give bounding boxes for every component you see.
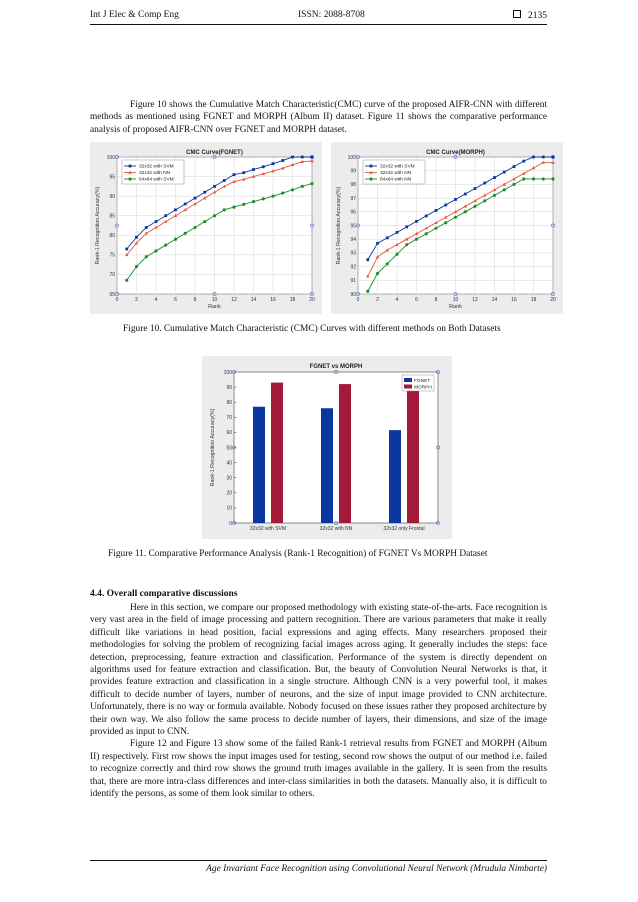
data-point: [503, 188, 506, 191]
y-tick-label: 93: [350, 250, 356, 257]
x-tick-label: 32x32 with NN: [319, 526, 353, 532]
y-tick-label: 95: [350, 223, 356, 230]
y-tick-label: 90: [226, 384, 232, 391]
section-paragraph-2: Figure 12 and Figure 13 show some of the failed Rank-1 retrieval results from FGNET and MORPH (Album II) respectively. First row shows the input images used for testing, second row shows the output of our method i.e. failed to recognize correctly and third row shows the ground truth images available in the gallery. It is seen from the results that, there are more intra-class differences and inter-class similarities in both the datasets. Manually also, it is difficult to identify the persons, as some of them look similar to others.: [90, 739, 547, 800]
cmc-fgnet-chart-panel: [90, 142, 322, 314]
data-point: [464, 210, 467, 213]
data-point: [434, 227, 437, 230]
x-tick-label: 12: [472, 297, 478, 303]
data-point: [301, 156, 304, 159]
data-point: [405, 243, 408, 246]
x-tick-label: 16: [270, 297, 276, 303]
y-tick-label: 30: [226, 475, 232, 482]
data-point: [164, 243, 167, 246]
y-tick-label: 90: [109, 193, 115, 200]
data-point: [135, 265, 138, 268]
data-point: [454, 216, 457, 219]
x-tick-label: 32x32 with SVM: [249, 526, 287, 532]
y-axis-label: Rank-1 Recognition Accuracy(%): [336, 186, 342, 265]
issn: ISSN: 2088-8708: [298, 10, 365, 20]
footer-title: Age Invariant Face Recognition using Convolutional Neural Network (Mrudula Nimbarte): [206, 864, 547, 874]
x-axis-label: Rank: [449, 304, 462, 310]
section-paragraph-1: Here in this section, we compare our proposed methodology with existing state-of-the-arts. Face recognition is very vast area in the field of image processing and pattern recognition. There are various parameters that make it really difficult like variations in head position, facial expressions and aging effects. Many researchers proposed their methodologies for solving the problem of recognizing facial images across aging. It generally includes the steps: face detection, preprocessing, feature extraction and classification. Performance of the system is directly dependent on algorithms used for feature extraction and classification. But, the beauty of Convolution Neural Networks is that, it provides feature extraction and classification in a single structure. Although CNN is a very powerful tool, it makes difficult to decide number of layers, number of neurons, and the size of input image provided to CNN architecture. Unfortunately, there is no way or formula available. Nobody focused on these issues rather they proposed architecture by their own way. We also follow the same process to decide number of layers, their dimensions, and size of the image provided as input to CNN.: [90, 603, 547, 738]
data-point: [551, 177, 554, 180]
data-point: [291, 156, 294, 159]
data-point: [405, 225, 408, 228]
y-axis-label: Rank-1 Recognition Accuracy(%): [95, 186, 101, 265]
chart-title: FGNET vs MORPH: [309, 364, 363, 370]
y-tick-label: 0: [229, 520, 232, 527]
bar-fgnet: [321, 408, 333, 523]
x-tick-label: 14: [250, 297, 257, 303]
legend-label: MORPH: [414, 385, 432, 391]
data-point: [464, 193, 467, 196]
data-point: [396, 231, 399, 234]
bar-fgnet: [389, 430, 401, 523]
legend-swatch: [404, 378, 412, 382]
legend-label: 64x64 with NN: [380, 177, 412, 183]
data-point: [242, 171, 245, 174]
fgnet-vs-morph-chart: [202, 356, 452, 539]
data-point: [513, 165, 516, 168]
data-point: [271, 195, 274, 198]
x-tick-label: 20: [550, 297, 556, 303]
data-point: [311, 156, 314, 159]
data-point: [512, 183, 515, 186]
x-tick-label: 4: [395, 297, 399, 303]
data-point: [125, 248, 128, 251]
cmc-morph-chart-panel: [331, 142, 563, 314]
y-tick-label: 70: [109, 272, 115, 279]
cmc-fgnet-chart: [90, 142, 322, 314]
x-tick-label: 8: [434, 297, 438, 303]
data-point: [310, 182, 313, 185]
data-point: [174, 208, 177, 211]
section-heading: 4.4. Overall comparative discussions: [90, 589, 238, 599]
y-tick-label: 65: [109, 291, 115, 298]
data-point: [552, 156, 555, 159]
bar-morph: [339, 384, 351, 523]
x-tick-label: 20: [309, 297, 315, 303]
data-point: [425, 215, 428, 218]
data-point: [532, 177, 535, 180]
data-point: [213, 185, 216, 188]
data-point: [415, 238, 418, 241]
checkbox-square-icon: [513, 10, 521, 18]
y-tick-label: 94: [350, 237, 356, 243]
data-point: [376, 242, 379, 245]
x-tick-label: 4: [154, 297, 158, 303]
x-tick-label: 0: [115, 297, 119, 303]
footer-rule: [90, 860, 547, 861]
page-number: 2135: [528, 11, 547, 21]
data-point: [542, 156, 545, 159]
journal-name: Int J Elec & Comp Eng: [90, 10, 179, 20]
intro-text: Figure 10 shows the Cumulative Match Characteristic(CMC) curve of the proposed AIFR-CNN with different methods as mentioned using FGNET and MORPH (Album II) dataset. Figure 11 shows the comparative performance analysis of proposed AIFR-CNN over FGNET and MORPH dataset.: [90, 100, 547, 135]
figure10-caption: Figure 10. Cumulative Match Characteristic (CMC) Curves with different methods on Both Datasets: [123, 324, 501, 334]
y-tick-label: 96: [350, 209, 356, 216]
legend-marker: [370, 165, 373, 168]
x-tick-label: 14: [491, 297, 498, 303]
data-point: [213, 214, 216, 217]
data-point: [281, 159, 284, 162]
legend-marker: [369, 177, 372, 180]
bar-fgnet: [253, 407, 265, 523]
chart-title: CMC Curve(MORPH): [426, 150, 485, 156]
running-header: [90, 10, 547, 24]
intro-paragraph: [90, 99, 547, 136]
y-tick-label: 70: [226, 415, 232, 422]
data-point: [503, 171, 506, 174]
data-point: [164, 214, 167, 217]
data-point: [493, 194, 496, 197]
legend: [122, 160, 184, 184]
bar-morph: [407, 382, 419, 523]
y-tick-label: 50: [226, 445, 232, 452]
data-point: [454, 198, 457, 201]
y-tick-label: 60: [226, 430, 232, 437]
legend-label: 32x32 with SVM: [380, 164, 415, 170]
data-point: [281, 191, 284, 194]
legend-marker: [129, 165, 132, 168]
y-tick-label: 80: [226, 400, 232, 406]
x-tick-label: 32x32 only Frontal: [383, 526, 425, 532]
data-point: [483, 182, 486, 185]
data-point: [301, 185, 304, 188]
legend: [402, 375, 434, 391]
y-tick-label: 95: [109, 174, 115, 181]
y-tick-label: 85: [109, 213, 115, 220]
y-tick-label: 97: [350, 195, 356, 202]
data-point: [366, 290, 369, 293]
bar-morph: [271, 383, 283, 523]
legend-label: 32x32 with SVM: [139, 164, 174, 170]
data-point: [395, 253, 398, 256]
data-point: [194, 197, 197, 200]
data-point: [366, 258, 369, 261]
data-point: [203, 220, 206, 223]
data-point: [223, 179, 226, 182]
data-point: [425, 232, 428, 235]
x-tick-label: 12: [231, 297, 237, 303]
data-point: [272, 162, 275, 165]
legend-label: FGNET: [414, 378, 431, 384]
data-point: [386, 262, 389, 265]
x-tick-label: 18: [530, 297, 537, 303]
data-point: [203, 191, 206, 194]
legend-swatch: [404, 385, 412, 389]
data-point: [532, 156, 535, 159]
data-point: [291, 188, 294, 191]
data-point: [145, 226, 148, 229]
data-point: [154, 249, 157, 252]
data-point: [376, 272, 379, 275]
header-rule: [90, 24, 547, 25]
data-point: [184, 232, 187, 235]
data-point: [444, 221, 447, 224]
section-body: [90, 602, 547, 801]
data-point: [232, 206, 235, 209]
y-tick-label: 98: [350, 182, 356, 189]
data-point: [473, 205, 476, 208]
fgnet-vs-morph-chart-panel: [202, 356, 452, 539]
data-point: [125, 279, 128, 282]
data-point: [155, 220, 158, 223]
x-tick-label: 2: [135, 297, 138, 303]
y-tick-label: 92: [350, 264, 356, 271]
legend: [363, 160, 425, 184]
y-tick-label: 100: [223, 369, 232, 376]
data-point: [493, 176, 496, 179]
data-point: [522, 160, 525, 163]
data-point: [252, 168, 255, 171]
x-tick-label: 0: [356, 297, 360, 303]
data-point: [415, 220, 418, 223]
y-tick-label: 100: [106, 154, 115, 161]
data-point: [252, 200, 255, 203]
data-point: [174, 238, 177, 241]
data-point: [242, 203, 245, 206]
chart-title: CMC Curve(FGNET): [186, 150, 243, 156]
data-point: [444, 204, 447, 207]
data-point: [223, 208, 226, 211]
y-tick-label: 10: [226, 505, 232, 512]
x-tick-label: 10: [452, 297, 459, 303]
cmc-morph-chart: [331, 142, 563, 314]
data-point: [483, 199, 486, 202]
legend-label: 64x64 with SVM: [139, 177, 174, 183]
y-tick-label: 75: [109, 252, 115, 259]
data-point: [184, 203, 187, 206]
data-point: [435, 209, 438, 212]
x-tick-label: 6: [174, 297, 177, 303]
x-tick-label: 6: [415, 297, 418, 303]
y-tick-label: 100: [347, 154, 356, 161]
data-point: [135, 236, 138, 239]
x-tick-label: 2: [376, 297, 379, 303]
data-point: [262, 197, 265, 200]
x-tick-label: 10: [211, 297, 218, 303]
y-tick-label: 91: [350, 278, 356, 285]
legend-label: 32x32 with NN: [139, 171, 171, 177]
x-tick-label: 8: [193, 297, 197, 303]
data-point: [193, 226, 196, 229]
data-point: [262, 165, 265, 168]
legend-marker: [128, 177, 131, 180]
data-point: [542, 177, 545, 180]
data-point: [386, 236, 389, 239]
x-axis-label: Rank: [208, 304, 221, 310]
x-tick-label: 16: [511, 297, 517, 303]
y-tick-label: 80: [109, 233, 115, 240]
y-tick-label: 90: [350, 291, 356, 298]
data-point: [145, 255, 148, 258]
y-tick-label: 20: [226, 490, 232, 497]
y-tick-label: 40: [226, 460, 232, 467]
data-point: [522, 177, 525, 180]
page-number-block: [513, 10, 547, 21]
figure11-caption: Figure 11. Comparative Performance Analysis (Rank-1 Recognition) of FGNET Vs MORPH Dataset: [108, 549, 488, 559]
data-point: [233, 173, 236, 176]
x-tick-label: 18: [289, 297, 296, 303]
data-point: [474, 187, 477, 190]
y-tick-label: 99: [350, 168, 356, 175]
legend-label: 32x32 with NN: [380, 171, 412, 177]
y-axis-label: Rank-1 Recognition Accuracy(%): [210, 408, 216, 487]
